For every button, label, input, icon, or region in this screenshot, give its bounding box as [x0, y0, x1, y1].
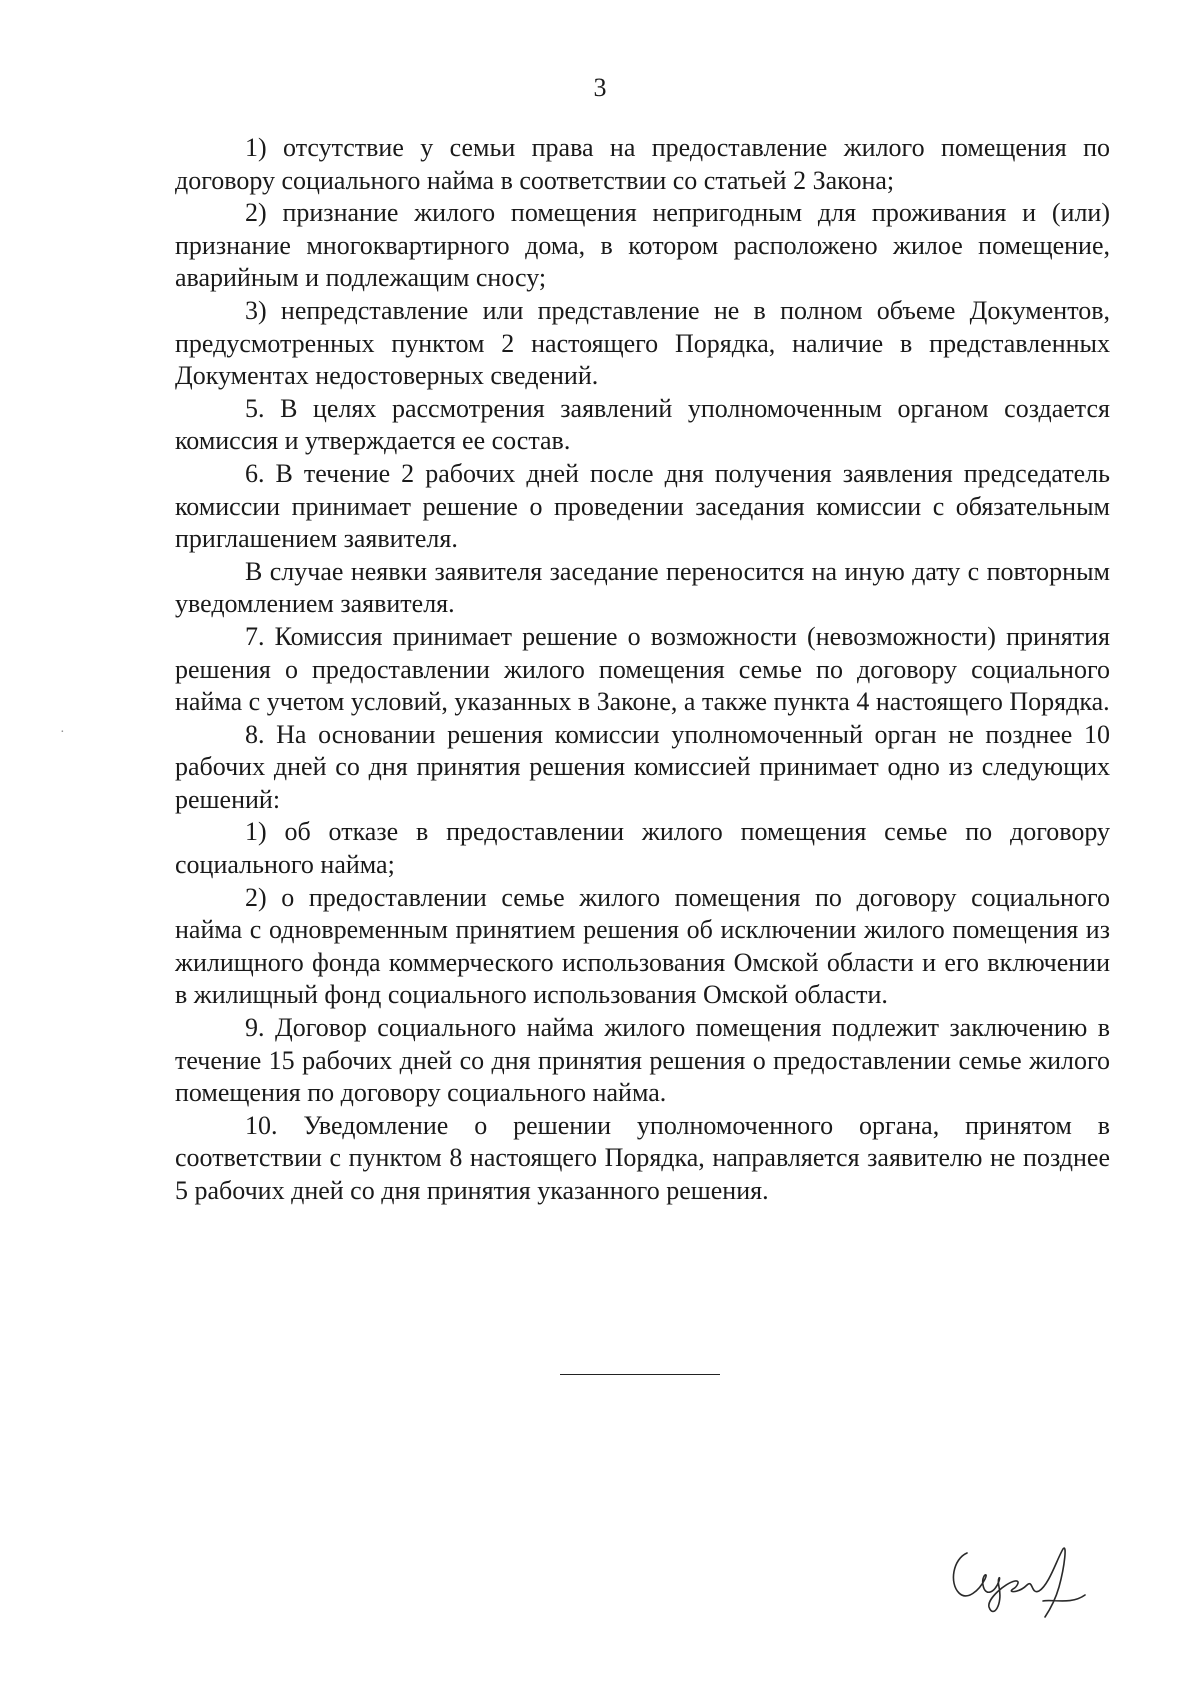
paragraph-clause-9: 9. Договор социального найма жилого помещения подлежит заключению в течение 15 рабочих дней со дня принятия решения о предоставлении семье жилого помещения по договору социального найма. — [175, 1013, 1110, 1108]
paragraph-clause-8-item-2: 2) о предоставлении семье жилого помещения по договору социального найма с одновременным принятием решения об исключении жилого помещения из жилищного фонда коммерческого использования Омской области и его включении в жилищный фонд социального использования Омской области. — [175, 882, 1110, 1010]
end-separator-line — [560, 1374, 720, 1375]
paragraph-clause-6-note: В случае неявки заявителя заседание переносится на иную дату с повторным уведомлением заявителя. — [175, 556, 1110, 619]
paragraph-item-3: 3) непредставление или представление не в полном объеме Документов, предусмотренных пунктом 2 настоящего Порядка, наличие в представленных Документах недостоверных сведений. — [175, 295, 1110, 391]
paragraph-clause-10: 10. Уведомление о решении уполномоченного органа, принятом в соответствии с пунктом 8 настоящего Порядка, направляется заявителю не позднее 5 рабочих дней со дня принятия указанного решения. — [175, 1110, 1110, 1205]
paragraph-clause-8: 8. На основании решения комиссии уполномоченный орган не позднее 10 рабочих дней со дня принятия решения комиссией принимает одно из следующих решений: — [175, 719, 1110, 814]
paragraph-item-2: 2) признание жилого помещения непригодным для проживания и (или) признание многоквартирного дома, в котором расположено жилое помещение, аварийным и подлежащим сносу; — [175, 198, 1110, 293]
paragraph-clause-8-item-1: 1) об отказе в предоставлении жилого помещения семье по договору социального найма; — [175, 817, 1110, 880]
paragraph-clause-5: 5. В целях рассмотрения заявлений уполномоченным органом создается комиссия и утверждается ее состав. — [175, 393, 1110, 456]
paragraph-clause-7: 7. Комиссия принимает решение о возможности (невозможности) принятия решения о предоставлении жилого помещения семье по договору социального найма с учетом условий, указанных в Законе, а также пункта 4 настоящего Порядка. — [175, 621, 1110, 717]
paragraph-clause-6: 6. В течение 2 рабочих дней после дня получения заявления председатель комиссии принимает решение о проведении заседания комиссии с обязательным приглашением заявителя. — [175, 458, 1110, 554]
document-body — [175, 132, 1110, 1208]
page-number: 3 — [593, 73, 607, 102]
handwritten-signature — [945, 1535, 1095, 1625]
scan-speck: · — [60, 725, 65, 740]
paragraph-item-1: 1) отсутствие у семьи права на предоставление жилого помещения по договору социального найма в соответствии со статьей 2 Закона; — [175, 133, 1110, 195]
